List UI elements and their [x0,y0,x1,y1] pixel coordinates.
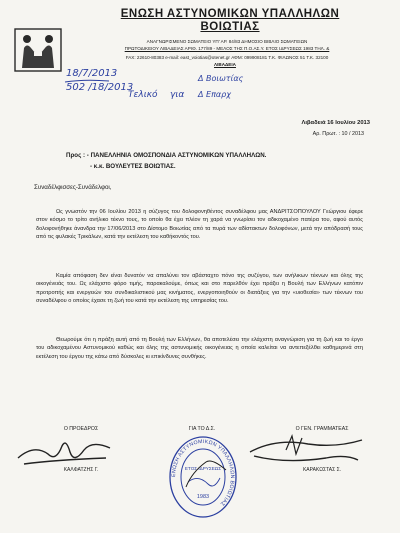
handwritten-note-for: για [170,90,185,100]
body-paragraph-3: Θεωρούμε ότι η πράξη αυτή από τη Βουλή των Ελλήνων, θα αποτελέσει την ελάχιστη αναγνώριση για τη ζωή και το έργο του αδικοχαμένου Αστυνομικού καθώς και όλης της αστυνομικής οικογένειας η οποία καλείται να αντεπεξέλθει καθημερινά στη εκτέλεση του έργου της κάτω από δύσκολες κι επικίνδυνες συνθήκες. [36,337,363,360]
president-title: Ο ΠΡΟΕΔΡΟΣ [63,426,99,432]
recipient-federation: Προς : - ΠΑΝΕΛΛΗΝΙΑ ΟΜΟΣΠΟΝΔΙΑ ΑΣΤΥΝΟΜΙΚΩΝ ΥΠΑΛΛΗΛΩΝ. [66,152,267,159]
union-stamp-icon [168,432,238,522]
handwritten-date: 18/7/2013 [66,68,118,79]
stamp-year: 1983 [196,494,210,500]
handwritten-note-boeotia: Δ Βοιωτίας [198,74,244,83]
salutation: Συναδέλφισσες-Συνάδελφοι, [34,184,112,191]
handwritten-underline-icon [64,78,110,84]
handwritten-note-district: Δ Επαρχ [198,90,231,99]
stamp-inner-text: ΕΤΟΣ ΙΔΡΥΣΕΩΣ [184,466,222,471]
secretary-name: ΚΑΡΑΚΩΣΤΑΣ Σ. [302,467,342,473]
header-line-registration: ΑΝΑΓΝΩΡΙΣΜΕΝΟ ΣΩΜΑΤΕΙΟ ΥΠ' ΑΡ. 84/83 ΔΗΜΟΣΙΟ ΒΙΒΛΙΟ ΣΩΜΑΤΕΙΩΝ [146,39,308,44]
protocol-number: Αρ. Πρωτ. : 10 / 2013 [312,131,364,137]
handwritten-reference: 502 /18/2013 [66,82,134,93]
secretary-title: Ο ΓΕΝ. ΓΡΑΜΜΑΤΕΑΣ [295,426,349,432]
board-title: ΓΙΑ ΤΟ Δ.Σ. [188,426,216,432]
organization-title [90,8,370,34]
body-paragraph-2: Καμία απόφαση δεν είναι δυνατόν να απαλύνει τον αβάσταχτο πόνο της συζύγου, των ανήλικων τέκνων και όλης της οικογένειάς του. Ως ελάχιστο φόρο τιμής, παρακαλούμε, όπως και στο παρελθόν έχει πράξει η Βουλή των Ελλήνων κατόπιν προτροπής και ενεργειών του συνδικαλιστικού μας κινήματος, ενεργοποιηθούν οι διατάξεις για την «υιοθεσία» των τέκνων του συναδέλφου ο οποίος έχασε τη ζωή του κατά την εκτέλεση της υπηρεσίας του. [36,273,363,305]
union-logo-icon [14,28,62,72]
stamp-ring-text: ΕΝΩΣΗ ΑΣΤΥΝΟΜΙΚΩΝ ΥΠΑΛΛΗΛΩΝ ΒΟΙΩΤΙΑΣ [170,438,236,507]
header-line-court: ΠΡΩΤΟΔΙΚΕΙΟΥ ΛΙΒΑΔΕΙΑΣ ΑΡΙΘ. 177/89 - ΜΕΛΟΣ ΤΗΣ Π.Ο.ΑΣ.Υ. ΕΤΟΣ ΙΔΡΥΣΕΩΣ 1983 ΤΗΛ. & [124,46,330,51]
organization-region: ΒΟΙΩΤΙΑΣ [200,21,260,33]
handwritten-note-final: Τελικό [128,90,158,100]
president-name: ΚΑΛΦΑΤΖΗΣ Γ. [63,467,99,473]
header-line-city: ΛΙΒΑΔΕΙΑ [214,62,236,67]
recipient-mps: - κ.κ. ΒΟΥΛΕΥΤΕΣ ΒΟΙΩΤΙΑΣ. [90,163,176,170]
body-paragraph-1: Ως γνωστόν την 06 Ιουλίου 2013 η σύζυγος του δολοφονηθέντος συναδέλφου μας ΑΝΔΡΙΤΣΟΠΟΥΛΟΥ Γεώργιου έφερε στον κόσμο το τρίτο ανήλικο τέκνο τους, το οποίο θα έχει πλέον τη χαρά να γνωρίσει τον αδικοχαμένο πατέρα του, αφού αυτός δολοφονήθηκε άνανδρα την 17/06/2013 στο Δίστομο Βοιωτίας από τα πυρά των αδίστακτων δολοφόνων, μετά την απόδρασή τους από τις φυλακές Τρικάλων, κατά την εκτέλεση του καθήκοντός του. [36,209,363,241]
president-signature-icon [14,432,114,472]
header-line-contact: FAX: 22610-80383 e-mail: east_voiotias@otenet.gr ΑΦΜ: 099908181 Τ.Κ. ΦΙΛΩΝΟΣ 51 Τ.Κ. 32100 [125,55,329,60]
secretary-signature-icon [246,430,366,470]
recipients-block [66,150,266,172]
organization-name: ΕΝΩΣΗ ΑΣΤΥΝΟΜΙΚΩΝ ΥΠΑΛΛΗΛΩΝ [120,8,340,20]
letter-date: Λιβαδειά 16 Ιουλίου 2013 [301,120,370,126]
